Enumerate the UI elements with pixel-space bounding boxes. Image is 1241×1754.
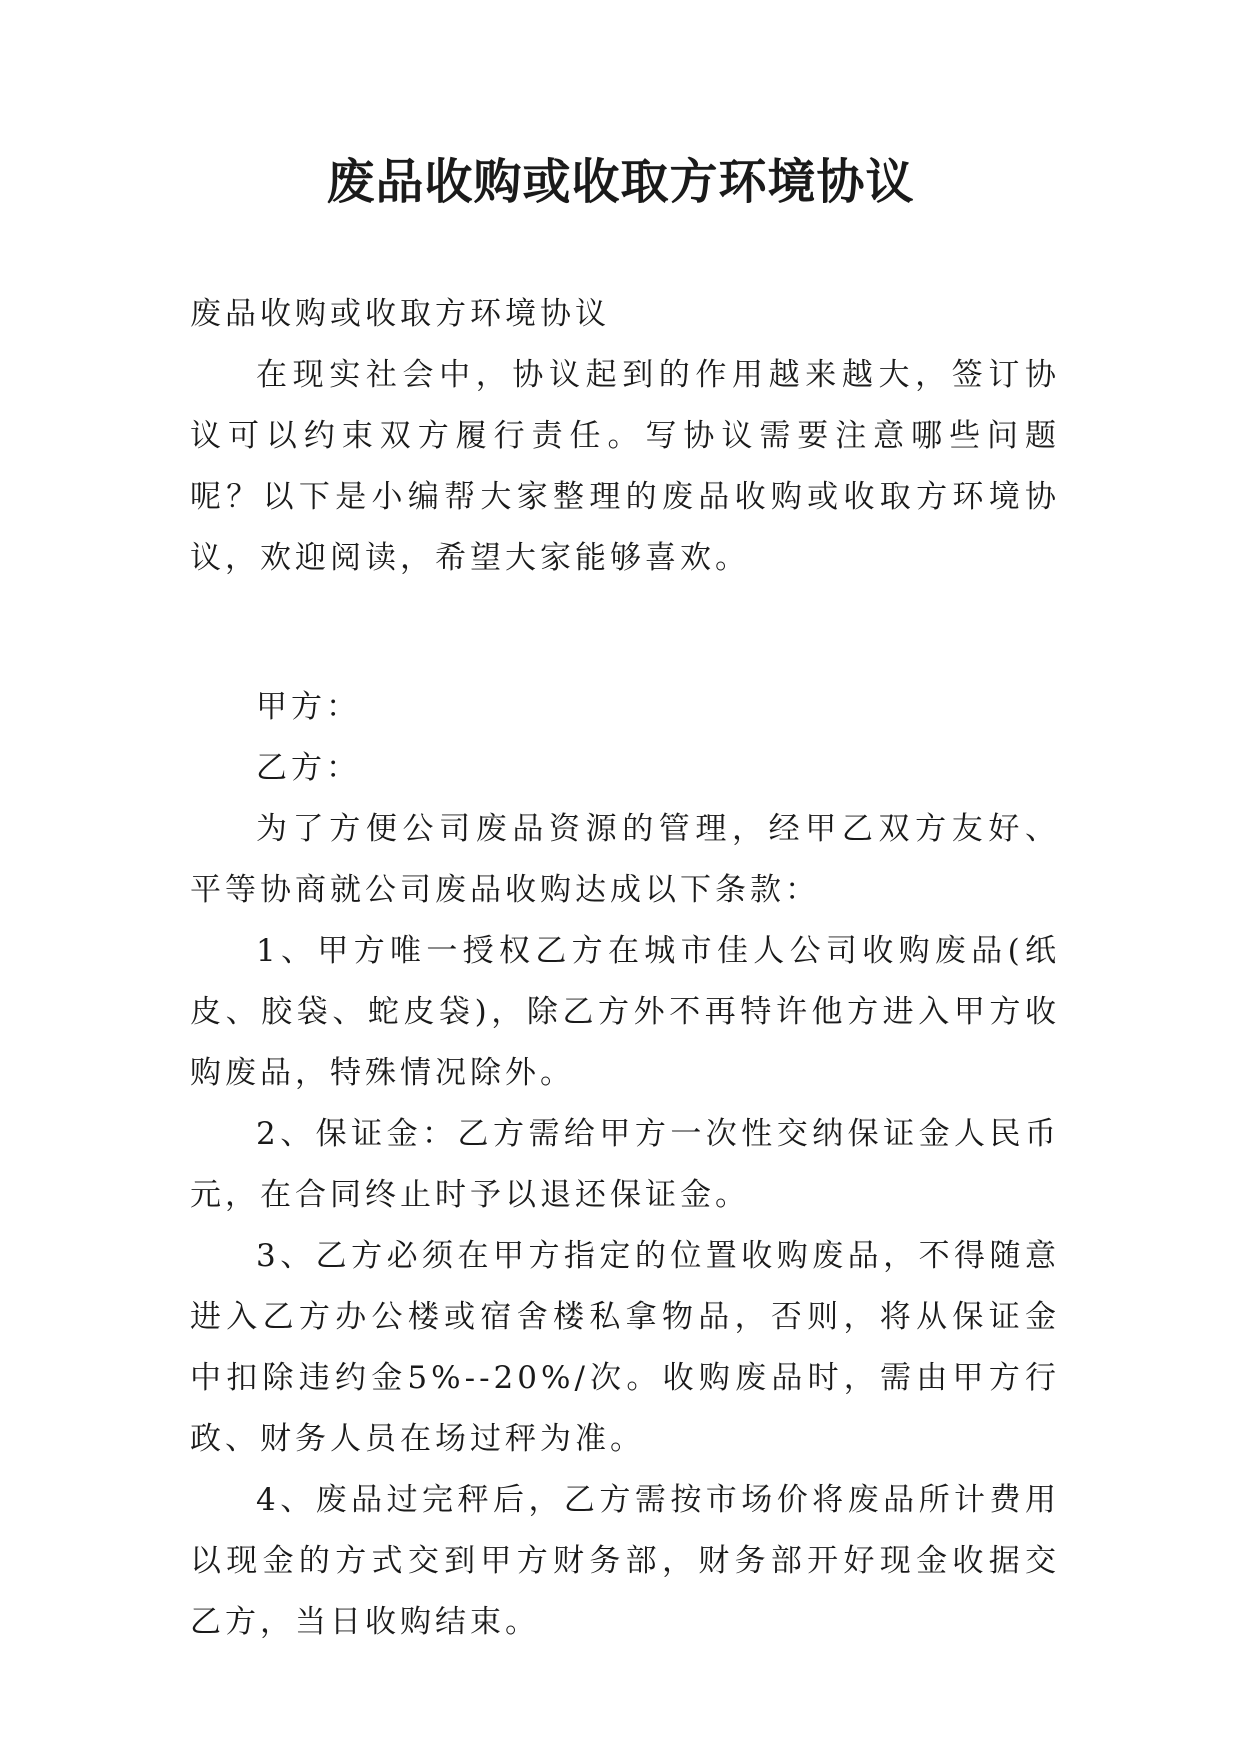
paragraph-gap: [190, 589, 1060, 677]
document-body: [190, 284, 1060, 1653]
document-subtitle: 废品收购或收取方环境协议: [190, 296, 610, 332]
clause-paragraph: 1、甲方唯一授权乙方在城市佳人公司收购废品(纸皮、胶袋、蛇皮袋)，除乙方外不再特许他方进入甲方收购废品，特殊情况除外。: [190, 933, 1060, 1091]
clause-paragraph: 2、保证金：乙方需给甲方一次性交纳保证金人民币元，在合同终止时予以退还保证金。: [190, 1116, 1060, 1213]
clause-paragraph: 3、乙方必须在甲方指定的位置收购废品，不得随意进入乙方办公楼或宿舍楼私拿物品，否则，将从保证金中扣除违约金5%--20%/次。收购废品时，需由甲方行政、财务人员在场过秤为准。: [190, 1238, 1060, 1457]
preamble-paragraph: 为了方便公司废品资源的管理，经甲乙双方友好、平等协商就公司废品收购达成以下条款：: [190, 811, 1060, 908]
intro-paragraph: 在现实社会中，协议起到的作用越来越大，签订协议可以约束双方履行责任。写协议需要注意哪些问题呢？以下是小编帮大家整理的废品收购或收取方环境协议，欢迎阅读，希望大家能够喜欢。: [190, 357, 1060, 576]
party-b-line: 乙方：: [256, 750, 361, 786]
clause-paragraph: 4、废品过完秤后，乙方需按市场价将废品所计费用以现金的方式交到甲方财务部，财务部开好现金收据交乙方，当日收购结束。: [190, 1482, 1060, 1640]
document-title: 废品收购或收取方环境协议: [326, 154, 915, 210]
party-a-line: 甲方：: [256, 689, 361, 725]
